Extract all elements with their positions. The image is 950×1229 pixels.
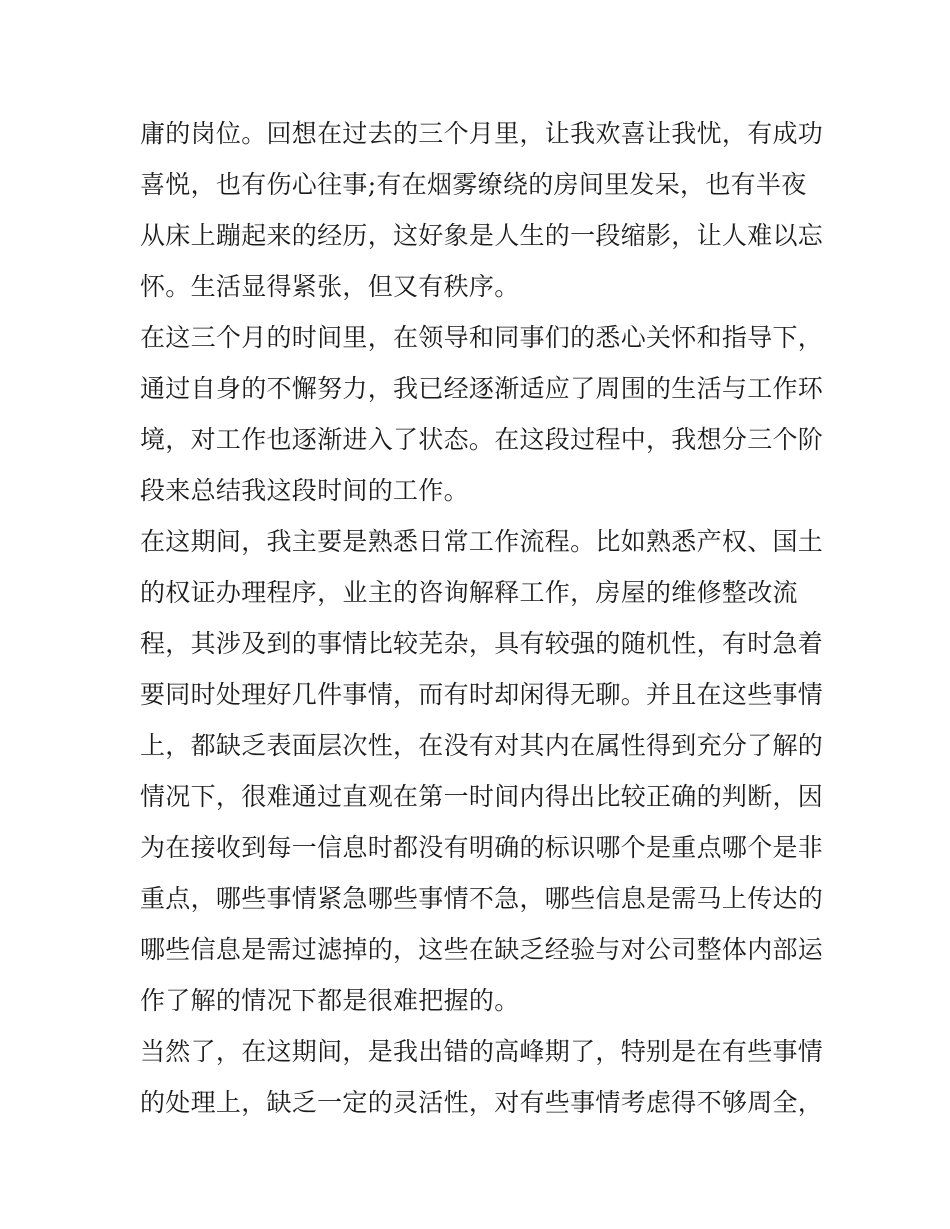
document-body	[140, 108, 824, 1128]
text-line: 在这三个月的时间里，在领导和同事们的悉心关怀和指导下，	[140, 323, 824, 352]
text-line: 作了解的情况下都是很难把握的。	[140, 986, 520, 1015]
text-line: 为在接收到每一信息时都没有明确的标识哪个是重点哪个是非	[140, 833, 824, 862]
text-line: 庸的岗位。回想在过去的三个月里，让我欢喜让我忧，有成功	[140, 119, 824, 148]
text-line: 当然了，在这期间，是我出错的高峰期了，特别是在有些事情	[140, 1037, 824, 1066]
paragraph-3	[140, 516, 824, 1026]
paragraph-2	[140, 312, 824, 516]
text-line: 通过自身的不懈努力，我已经逐渐适应了周围的生活与工作环	[140, 374, 824, 403]
text-line: 情况下，很难通过直观在第一时间内得出比较正确的判断，因	[140, 782, 824, 811]
text-line: 程，其涉及到的事情比较芜杂，具有较强的随机性，有时急着	[140, 629, 824, 658]
text-line: 怀。生活显得紧张，但又有秩序。	[140, 272, 520, 301]
text-line: 喜悦，也有伤心往事;有在烟雾缭绕的房间里发呆，也有半夜	[140, 170, 807, 199]
text-line: 重点，哪些事情紧急哪些事情不急，哪些信息是需马上传达的	[140, 884, 824, 913]
text-line: 上，都缺乏表面层次性，在没有对其内在属性得到充分了解的	[140, 731, 824, 760]
text-line: 段来总结我这段时间的工作。	[140, 476, 469, 505]
paragraph-4	[140, 1026, 824, 1128]
text-line: 的权证办理程序，业主的咨询解释工作，房屋的维修整改流	[140, 578, 798, 607]
text-line: 要同时处理好几件事情，而有时却闲得无聊。并且在这些事情	[140, 680, 824, 709]
paragraph-1	[140, 108, 824, 312]
text-line: 境，对工作也逐渐进入了状态。在这段过程中，我想分三个阶	[140, 425, 824, 454]
text-line: 哪些信息是需过滤掉的，这些在缺乏经验与对公司整体内部运	[140, 935, 824, 964]
text-line: 的处理上，缺乏一定的灵活性，对有些事情考虑得不够周全，	[140, 1088, 824, 1117]
text-line: 在这期间，我主要是熟悉日常工作流程。比如熟悉产权、国土	[140, 527, 824, 556]
text-line: 从床上蹦起来的经历，这好象是人生的一段缩影，让人难以忘	[140, 221, 824, 250]
